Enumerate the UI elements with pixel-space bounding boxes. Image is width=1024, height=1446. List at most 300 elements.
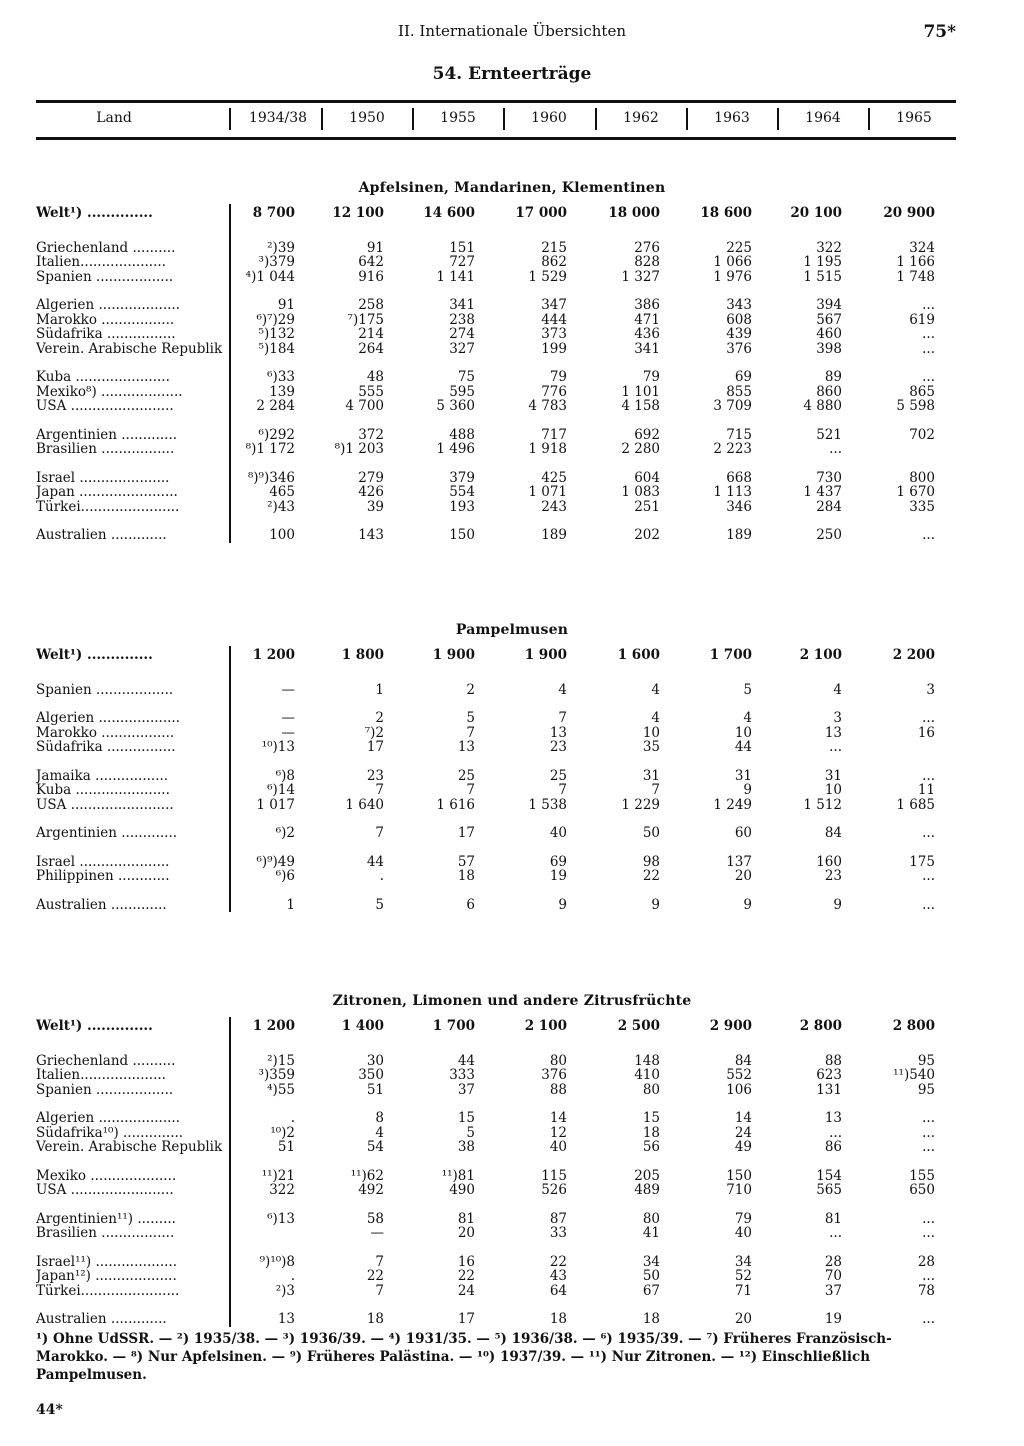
value-cell: 555 xyxy=(358,383,384,400)
country-label: USA ........................ xyxy=(36,399,174,414)
country-label: Türkei....................... xyxy=(36,1283,180,1299)
value-cell: 2 xyxy=(466,681,475,698)
value-cell: 19 xyxy=(549,868,567,884)
value-cell: 40 xyxy=(734,1225,752,1241)
value-cell: 78 xyxy=(917,1282,935,1299)
value-cell: 1 748 xyxy=(896,268,935,285)
value-cell: ¹⁰)2 xyxy=(270,1124,295,1141)
value-cell: 81 xyxy=(457,1210,475,1227)
value-cell: 25 xyxy=(549,767,567,784)
value-cell: 426 xyxy=(358,484,384,500)
value-cell: 243 xyxy=(541,498,567,515)
value-cell: — xyxy=(370,1225,384,1241)
table-row xyxy=(0,1255,1024,1270)
value-cell: 526 xyxy=(541,1182,567,1198)
value-cell: ⁶)2 xyxy=(275,825,295,841)
table-row xyxy=(0,1140,1024,1155)
table-row xyxy=(0,428,1024,443)
country-label: Jamaika ................. xyxy=(36,768,169,784)
value-cell: 1 976 xyxy=(713,268,752,285)
value-cell: 13 xyxy=(824,724,842,741)
value-cell: 2 900 xyxy=(709,1018,752,1034)
value-cell: 150 xyxy=(449,527,475,543)
value-cell: 17 xyxy=(366,739,384,755)
value-cell: 58 xyxy=(366,1210,384,1227)
value-cell: 4 700 xyxy=(345,398,384,414)
value-cell: 215 xyxy=(541,239,567,256)
value-cell: 20 900 xyxy=(883,205,935,221)
value-cell: 324 xyxy=(909,239,935,256)
value-cell: 1 600 xyxy=(617,647,660,663)
value-cell: 202 xyxy=(634,527,660,543)
value-cell: 471 xyxy=(634,311,660,328)
value-cell: 7 xyxy=(558,710,567,726)
country-label: Argentinien ............. xyxy=(36,427,178,443)
value-cell: 24 xyxy=(457,1282,475,1299)
value-cell: 1 918 xyxy=(528,441,567,457)
value-cell: 18 xyxy=(642,1124,660,1141)
value-cell: 238 xyxy=(449,311,475,328)
table-row xyxy=(0,342,1024,357)
column-header-5: 1962 xyxy=(623,110,659,126)
value-cell: 16 xyxy=(917,724,935,741)
value-cell: 88 xyxy=(549,1081,567,1098)
value-cell: 33 xyxy=(549,1225,567,1241)
value-cell: 425 xyxy=(541,469,567,486)
value-cell: 189 xyxy=(541,527,567,543)
value-cell: 490 xyxy=(449,1182,475,1198)
value-cell: 10 xyxy=(642,724,660,741)
value-cell: ³)359 xyxy=(258,1067,295,1083)
value-cell: 439 xyxy=(726,326,752,342)
value-cell: 15 xyxy=(457,1110,475,1126)
value-cell: 604 xyxy=(634,469,660,486)
value-cell: 28 xyxy=(917,1253,935,1270)
value-cell: 31 xyxy=(642,767,660,784)
value-cell: 25 xyxy=(457,767,475,784)
value-cell: ... xyxy=(922,369,935,385)
value-cell: 386 xyxy=(634,297,660,313)
country-label: Italien.................... xyxy=(36,255,166,270)
value-cell: ⁶)33 xyxy=(267,369,295,385)
table-row xyxy=(0,1226,1024,1241)
value-cell: 5 xyxy=(743,681,752,698)
table-row xyxy=(0,1111,1024,1126)
value-cell: 668 xyxy=(726,469,752,486)
value-cell: ²)3 xyxy=(275,1282,295,1299)
column-header-3: 1955 xyxy=(440,110,476,126)
value-cell: 373 xyxy=(541,326,567,342)
value-cell: 2 800 xyxy=(892,1018,935,1034)
table-row xyxy=(0,1212,1024,1227)
value-cell: 57 xyxy=(457,853,475,870)
label-divider xyxy=(229,1017,231,1327)
value-cell: 327 xyxy=(449,340,475,357)
value-cell: 2 xyxy=(375,710,384,726)
value-cell: 347 xyxy=(541,297,567,313)
country-label: Marokko ................. xyxy=(36,312,175,328)
value-cell: 3 xyxy=(926,681,935,698)
value-cell: 18 xyxy=(642,1311,660,1327)
value-cell: 855 xyxy=(726,383,752,400)
value-cell: 284 xyxy=(816,498,842,515)
value-cell: 642 xyxy=(358,254,384,270)
value-cell: . xyxy=(290,1268,295,1284)
value-cell: 1 071 xyxy=(528,484,567,500)
table-row xyxy=(0,528,1024,543)
value-cell: — xyxy=(281,681,295,698)
column-divider xyxy=(229,108,231,130)
value-cell: 193 xyxy=(449,498,475,515)
value-cell: 1 538 xyxy=(528,796,567,813)
value-cell: ²)15 xyxy=(267,1052,295,1069)
country-label: Australien ............. xyxy=(36,528,167,543)
value-cell: 40 xyxy=(549,1139,567,1155)
value-cell: 44 xyxy=(734,739,752,755)
value-cell: 80 xyxy=(642,1210,660,1227)
value-cell: ... xyxy=(922,297,935,313)
country-label: Brasilien ................. xyxy=(36,1226,175,1241)
value-cell: 717 xyxy=(541,426,567,443)
value-cell: 1 400 xyxy=(341,1018,384,1034)
table-row xyxy=(0,769,1024,784)
value-cell: 160 xyxy=(816,853,842,870)
value-cell: 1 327 xyxy=(621,268,660,285)
footnotes xyxy=(36,1330,966,1384)
value-cell: 1 515 xyxy=(803,268,842,285)
value-cell: 19 xyxy=(824,1311,842,1327)
value-cell: 115 xyxy=(541,1167,567,1184)
value-cell: 87 xyxy=(549,1210,567,1227)
value-cell: 565 xyxy=(816,1182,842,1198)
value-cell: 13 xyxy=(549,724,567,741)
value-cell: 54 xyxy=(366,1139,384,1155)
value-cell: 862 xyxy=(541,254,567,270)
value-cell: 67 xyxy=(642,1282,660,1299)
value-cell: 1 512 xyxy=(803,796,842,813)
table-row xyxy=(0,206,1024,221)
value-cell: 9 xyxy=(743,896,752,913)
value-cell: 2 100 xyxy=(524,1018,567,1034)
value-cell: 7 xyxy=(558,782,567,798)
country-label: Kuba ...................... xyxy=(36,783,170,798)
value-cell: 1 700 xyxy=(432,1018,475,1034)
value-cell: ... xyxy=(922,1110,935,1126)
value-cell: 1 437 xyxy=(803,484,842,500)
value-cell: 1 800 xyxy=(341,647,384,663)
chapter-title: II. Internationale Übersichten xyxy=(398,22,626,40)
value-cell: 608 xyxy=(726,311,752,328)
country-label: Mexiko⁸) ................... xyxy=(36,384,183,400)
column-divider xyxy=(686,108,688,130)
value-cell: 175 xyxy=(909,853,935,870)
value-cell: 49 xyxy=(734,1139,752,1155)
value-cell: 492 xyxy=(358,1182,384,1198)
value-cell: 7 xyxy=(466,724,475,741)
value-cell: 1 496 xyxy=(436,441,475,457)
column-divider xyxy=(412,108,414,130)
value-cell: 1 616 xyxy=(436,796,475,813)
country-label: Spanien .................. xyxy=(36,269,174,285)
table-row xyxy=(0,500,1024,515)
value-cell: 460 xyxy=(816,326,842,342)
country-label: Algerien ................... xyxy=(36,298,180,313)
table-row xyxy=(0,683,1024,698)
country-label: Italien.................... xyxy=(36,1068,166,1083)
value-cell: 865 xyxy=(909,383,935,400)
value-cell: ... xyxy=(922,1225,935,1241)
value-cell: 1 640 xyxy=(345,796,384,813)
value-cell: 1 900 xyxy=(524,647,567,663)
table-row xyxy=(0,270,1024,285)
value-cell: 376 xyxy=(726,340,752,357)
value-cell: ⁸)⁹)346 xyxy=(247,469,295,486)
country-label: Israel¹¹) ................... xyxy=(36,1254,177,1270)
table-row xyxy=(0,798,1024,813)
value-cell: ⁶)14 xyxy=(267,782,295,798)
country-label: Spanien .................. xyxy=(36,682,174,698)
value-cell: 7 xyxy=(375,782,384,798)
value-cell: 10 xyxy=(734,724,752,741)
value-cell: 1 101 xyxy=(621,383,660,400)
value-cell: 91 xyxy=(366,239,384,256)
country-label: Griechenland .......... xyxy=(36,1053,176,1069)
value-cell: 13 xyxy=(824,1110,842,1126)
value-cell: 18 xyxy=(366,1311,384,1327)
value-cell: ... xyxy=(829,739,842,755)
value-cell: ⁶)⁹)49 xyxy=(256,853,295,870)
value-cell: 50 xyxy=(642,1268,660,1284)
table-row xyxy=(0,855,1024,870)
value-cell: 30 xyxy=(366,1052,384,1069)
value-cell: 650 xyxy=(909,1182,935,1198)
value-cell: 199 xyxy=(541,340,567,357)
value-cell: 4 xyxy=(743,710,752,726)
value-cell: 3 709 xyxy=(713,398,752,414)
label-divider xyxy=(229,646,231,912)
value-cell: 131 xyxy=(816,1081,842,1098)
value-cell: 276 xyxy=(634,239,660,256)
value-cell: 17 000 xyxy=(515,205,567,221)
value-cell: 5 xyxy=(375,896,384,913)
country-label: Mexiko .................... xyxy=(36,1168,177,1184)
value-cell: ⁴)55 xyxy=(267,1081,295,1098)
value-cell: 4 158 xyxy=(621,398,660,414)
value-cell: 139 xyxy=(269,383,295,400)
value-cell: 20 100 xyxy=(790,205,842,221)
value-cell: 465 xyxy=(269,484,295,500)
value-cell: ⁶)13 xyxy=(267,1210,295,1227)
value-cell: 22 xyxy=(366,1268,384,1284)
table-row xyxy=(0,1183,1024,1198)
value-cell: 258 xyxy=(358,297,384,313)
value-cell: 84 xyxy=(734,1052,752,1069)
table-row xyxy=(0,726,1024,741)
country-label: Algerien ................... xyxy=(36,1111,180,1126)
value-cell: 18 600 xyxy=(700,205,752,221)
value-cell: 1 xyxy=(375,681,384,698)
country-label: Argentinien¹¹) ......... xyxy=(36,1211,176,1227)
value-cell: 335 xyxy=(909,498,935,515)
value-cell: 828 xyxy=(634,254,660,270)
value-cell: 341 xyxy=(634,340,660,357)
value-cell: 1 229 xyxy=(621,796,660,813)
value-cell: 34 xyxy=(734,1253,752,1270)
value-cell: 80 xyxy=(642,1081,660,1098)
value-cell: 71 xyxy=(734,1282,752,1299)
value-cell: ... xyxy=(922,896,935,913)
value-cell: 350 xyxy=(358,1067,384,1083)
value-cell: 4 880 xyxy=(803,398,842,414)
value-cell: 9 xyxy=(833,896,842,913)
value-cell: 916 xyxy=(358,268,384,285)
value-cell: 1 083 xyxy=(621,484,660,500)
value-cell: ⁵)184 xyxy=(258,340,295,357)
value-cell: ... xyxy=(922,1124,935,1141)
value-cell: 274 xyxy=(449,326,475,342)
footnote-line: Marokko. — ⁸) Nur Apfelsinen. — ⁹) Früheres Palästina. — ¹⁰) 1937/39. — ¹¹) Nur Zitronen. — ¹²) Einschließlich Pampelmusen. xyxy=(36,1349,871,1383)
value-cell: 14 xyxy=(549,1110,567,1126)
value-cell: — xyxy=(281,710,295,726)
country-label: Türkei....................... xyxy=(36,499,180,515)
value-cell: ⁶)⁷)29 xyxy=(256,311,295,328)
value-cell: 1 200 xyxy=(252,647,295,663)
value-cell: 12 100 xyxy=(332,205,384,221)
table-row xyxy=(0,485,1024,500)
value-cell: 69 xyxy=(734,369,752,385)
value-cell: ... xyxy=(829,441,842,457)
value-cell: 1 900 xyxy=(432,647,475,663)
value-cell: 10 xyxy=(824,782,842,798)
table-row xyxy=(0,1169,1024,1184)
value-cell: 37 xyxy=(824,1282,842,1299)
value-cell: 488 xyxy=(449,426,475,443)
value-cell: 2 280 xyxy=(621,441,660,457)
value-cell: 9 xyxy=(558,896,567,913)
value-cell: 436 xyxy=(634,326,660,342)
column-header-8: 1965 xyxy=(896,110,932,126)
value-cell: 9 xyxy=(743,782,752,798)
value-cell: ... xyxy=(922,340,935,357)
value-cell: 4 xyxy=(375,1124,384,1141)
value-cell: 150 xyxy=(726,1167,752,1184)
value-cell: 88 xyxy=(824,1052,842,1069)
value-cell: 4 783 xyxy=(528,398,567,414)
value-cell: 1 141 xyxy=(436,268,475,285)
value-cell: 31 xyxy=(734,767,752,784)
value-cell: 24 xyxy=(734,1124,752,1141)
table-row xyxy=(0,471,1024,486)
value-cell: 154 xyxy=(816,1167,842,1184)
table-row xyxy=(0,370,1024,385)
value-cell: 376 xyxy=(541,1067,567,1083)
section-title: Pampelmusen xyxy=(455,622,569,638)
value-cell: 264 xyxy=(358,340,384,357)
value-cell: 39 xyxy=(366,498,384,515)
value-cell: 692 xyxy=(634,426,660,443)
value-cell: 95 xyxy=(917,1052,935,1069)
value-cell: 1 113 xyxy=(713,484,752,500)
value-cell: 727 xyxy=(449,254,475,270)
value-cell: 15 xyxy=(642,1110,660,1126)
value-cell: ⁸)1 172 xyxy=(245,441,295,457)
column-divider xyxy=(868,108,870,130)
country-label: Kuba ...................... xyxy=(36,370,170,385)
value-cell: 322 xyxy=(269,1182,295,1198)
value-cell: 2 800 xyxy=(799,1018,842,1034)
value-cell: 251 xyxy=(634,498,660,515)
table-title: 54. Ernteerträge xyxy=(432,64,592,84)
value-cell: 1 017 xyxy=(256,796,295,813)
country-label: Philippinen ............ xyxy=(36,869,170,884)
country-label: Australien ............. xyxy=(36,897,167,913)
value-cell: 18 xyxy=(549,1311,567,1327)
country-label: Israel ..................... xyxy=(36,854,170,870)
page-reference: 44* xyxy=(36,1402,63,1418)
table-row xyxy=(0,298,1024,313)
value-cell: 37 xyxy=(457,1081,475,1098)
table-row xyxy=(0,1284,1024,1299)
page-number: 75* xyxy=(923,22,956,42)
value-cell: 4 xyxy=(651,681,660,698)
value-cell: 31 xyxy=(824,767,842,784)
value-cell: 79 xyxy=(734,1210,752,1227)
value-cell: 4 xyxy=(558,681,567,698)
value-cell: 189 xyxy=(726,527,752,543)
value-cell: ¹¹)21 xyxy=(261,1167,295,1184)
value-cell: 1 166 xyxy=(896,254,935,270)
value-cell: 521 xyxy=(816,426,842,443)
value-cell: 7 xyxy=(375,1253,384,1270)
table-row xyxy=(0,399,1024,414)
value-cell: 1 529 xyxy=(528,268,567,285)
value-cell: 2 500 xyxy=(617,1018,660,1034)
value-cell: 151 xyxy=(449,239,475,256)
value-cell: 567 xyxy=(816,311,842,328)
value-cell: 148 xyxy=(634,1052,660,1069)
column-divider xyxy=(503,108,505,130)
column-header-0: Land xyxy=(96,110,132,126)
value-cell: 1 249 xyxy=(713,796,752,813)
table-row xyxy=(0,740,1024,755)
value-cell: 43 xyxy=(549,1268,567,1284)
value-cell: 730 xyxy=(816,469,842,486)
value-cell: ... xyxy=(922,767,935,784)
value-cell: 489 xyxy=(634,1182,660,1198)
column-header-4: 1960 xyxy=(531,110,567,126)
value-cell: 2 100 xyxy=(799,647,842,663)
value-cell: 394 xyxy=(816,297,842,313)
value-cell: 776 xyxy=(541,383,567,400)
value-cell: ... xyxy=(922,1311,935,1327)
value-cell: ²)43 xyxy=(267,498,295,515)
value-cell: 14 600 xyxy=(423,205,475,221)
value-cell: 106 xyxy=(726,1081,752,1098)
value-cell: 205 xyxy=(634,1167,660,1184)
value-cell: 7 xyxy=(466,782,475,798)
value-cell: 595 xyxy=(449,383,475,400)
table-row xyxy=(0,648,1024,663)
value-cell: 34 xyxy=(642,1253,660,1270)
value-cell: 9 xyxy=(651,896,660,913)
value-cell: 44 xyxy=(366,853,384,870)
country-label: Südafrika ................ xyxy=(36,327,176,342)
table-row xyxy=(0,783,1024,798)
value-cell: 1 670 xyxy=(896,484,935,500)
value-cell: 69 xyxy=(549,853,567,870)
column-header-1: 1934/38 xyxy=(248,110,308,126)
value-cell: ²)39 xyxy=(267,239,295,256)
